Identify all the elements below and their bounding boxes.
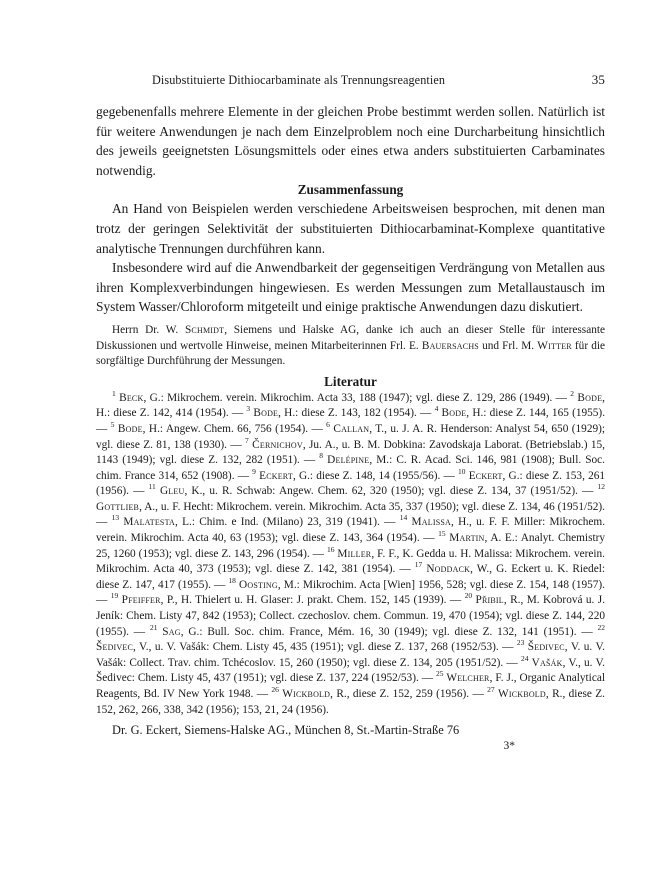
reference-author: Gottlieb: [96, 500, 140, 513]
reference-text: , W., G. Eckert u. K. Riedel: diese Z. 147, 417 (1955). —: [96, 563, 605, 591]
reference-text: , G.: diese Z. 153, 261 (1956). —: [96, 469, 606, 498]
reference-author: Callan: [333, 422, 370, 435]
reference-author: Welcher: [446, 672, 490, 685]
reference-author: Malatesta: [123, 516, 176, 529]
reference-number: 14: [399, 513, 408, 523]
reference-text: , F. J., Organic Analytical Reagents, Bd. IV New York 1948. —: [96, 672, 605, 700]
reference-number: 26: [271, 685, 279, 695]
reference-text: , G.: diese Z. 148, 14 (1955/56). —: [292, 469, 458, 482]
reference-number: 10: [458, 466, 466, 476]
reference-number: 27: [487, 685, 495, 695]
reference-text: , F. F., K. Gedda u. H. Malissa: Mikrochem. verein. Mikrochim. Acta 40, 373 (1953); vgl. diese Z. 142, 381 (1954). —: [96, 547, 605, 576]
reference-entry: [246, 404, 435, 420]
reference-author: Martin: [449, 532, 485, 545]
reference-author: Bode: [441, 407, 467, 420]
author-address: Dr. G. Eckert, Siemens-Halske AG., München 8, St.-Martin-Straße 76: [112, 723, 460, 738]
reference-number: 11: [148, 482, 156, 492]
reference-author: Malissa: [411, 516, 451, 529]
reference-entry: [110, 591, 465, 607]
reference-author: Bode: [577, 391, 603, 404]
ack-text-2: und Frl. M.: [478, 339, 535, 352]
reference-text: , M.: C. R. Acad. Sci. 146, 981 (1908); Bull. Soc. chim. France 314, 652 (1908). —: [96, 454, 606, 482]
reference-number: 6: [326, 420, 330, 430]
reference-author: Delépine: [327, 454, 370, 467]
reference-entry: [112, 388, 571, 404]
reference-text: , R., diese Z. 152, 262, 266, 338, 342 (1956); 153, 21, 24 (1956).: [96, 688, 605, 716]
reference-text: , V., u. V. Šedivec: Chem. Listy 45, 437 (1951); vgl. diese Z. 137, 224 (1952/53). —: [96, 656, 605, 685]
reference-text: , L.: Chim. e Ind. (Milano) 23, 319 (1941). —: [175, 516, 400, 529]
signature-mark: 3*: [503, 740, 515, 753]
ack-text-3: für die sorgfältige Durchführung der Messungen.: [96, 339, 606, 368]
reference-author: Eckert: [259, 469, 293, 482]
reference-text: , H.: diese Z. 144, 165 (1955). —: [96, 407, 606, 435]
reference-number: 18: [228, 576, 236, 586]
reference-text: , M.: Mikrochim. Acta [Wien] 1956, 528; vgl. diese Z. 154, 148 (1957). —: [96, 578, 605, 607]
reference-text: , V. u. V. Vašák: Collect. Trav. chim. Tchécoslov. 15, 260 (1950); vgl. diese Z. 134, 205 (1951/52). —: [96, 641, 605, 669]
reference-author: Pfeiffer: [121, 594, 161, 607]
reference-number: 3: [246, 404, 251, 414]
reference-text: , G.: Bull. Soc. chim. France, Mém. 16, 30 (1949); vgl. diese Z. 132, 141 (1951). —: [180, 625, 598, 638]
reference-number: 15: [438, 529, 446, 539]
reference-text: , R., diese Z. 152, 259 (1956). —: [330, 688, 488, 700]
summary-heading: Zusammenfassung: [297, 182, 404, 198]
reference-number: 13: [111, 513, 120, 523]
literature-heading: Literatur: [324, 373, 377, 389]
reference-number: 9: [252, 466, 256, 476]
reference-author: Gleu: [159, 485, 185, 498]
reference-entry: [252, 466, 458, 482]
reference-number: 20: [464, 591, 473, 601]
reference-number: 24: [520, 654, 529, 664]
acknowledgement: [96, 323, 605, 370]
reference-text: , Ju. A., u. B. M. Dobkina: Zavodskaja Laborat. (Betriebslab.) 15, 1143 (1949); vgl. diese Z. 132, 282 (1951). —: [96, 438, 605, 467]
reference-author: Wickbold: [498, 688, 546, 700]
ack-name-3: Witter: [537, 339, 572, 352]
ack-text-1: , Siemens und Halske AG, danke ich auch an dieser Stelle für interessante Diskussionen und wertvolle Hinweise, meinen Mitarbeiterinnen Frl. E.: [96, 323, 606, 352]
reference-author: Vašák: [531, 656, 563, 669]
reference-author: Oosting: [239, 578, 278, 591]
ack-lead: Herrn Dr. W.: [112, 323, 179, 336]
reference-number: 23: [516, 638, 525, 648]
reference-author: Šedivec: [96, 641, 134, 654]
reference-number: 12: [597, 482, 606, 492]
reference-number: 7: [245, 435, 249, 445]
reference-number: 21: [149, 622, 158, 632]
reference-author: Šedivec: [527, 641, 565, 654]
reference-number: 16: [326, 544, 335, 554]
reference-text: , R., M. Kobrová u. J. Jeník: Chem. Listy 47, 842 (1953); Collect. czechoslov. chem. Commun. 19, 470 (1954); vgl. diese Z. 144, 220 (1955). —: [96, 594, 606, 638]
reference-number: 17: [414, 560, 423, 570]
reference-text: , H.: diese Z. 143, 182 (1954). —: [278, 407, 435, 420]
reference-author: Bode: [253, 407, 279, 420]
reference-text: , H.: diese Z. 142, 414 (1954). —: [96, 391, 605, 420]
summary-paragraph-2: Insbesondere wird auf die Anwendbarkeit der gegenseitigen Verdrängung von Metallen aus ihren Komplexverbindungen hingewiesen. Es werden Messungen zum Metallaustausch im System Wasser/Chloroform mitgeteilt und einige praktische Anwendungen dazu diskutiert.: [96, 260, 605, 315]
reference-text: , G.: Mikrochem. verein. Mikrochim. Acta 33, 188 (1947); vgl. diese Z. 129, 286 (1949). —: [143, 391, 571, 404]
intro-paragraph: gegebenenfalls mehrere Elemente in der gleichen Probe bestimmt werden sollen. Natürlich ist für weitere Anwendungen je nach dem Einzelproblem noch eine Durcharbeitung hinsichtlich des jeweils geeignetsten Lösungsmittels oder eines etwa anders substituierten Carbaminates notwendig.: [96, 104, 605, 178]
running-header: [96, 72, 605, 88]
ack-name-1: Schmidt: [184, 323, 225, 336]
reference-number: 1: [112, 388, 116, 398]
reference-text: , V., u. V. Vašák: Chem. Listy 45, 435 (1951); vgl. diese Z. 137, 268 (1952/53). —: [133, 641, 517, 654]
reference-author: Eckert: [468, 469, 503, 482]
reference-number: 8: [319, 451, 324, 461]
reference-text: , T., u. J. A. R. Henderson: Analyst 54, 650 (1929); vgl. diese Z. 81, 138 (1930). —: [96, 422, 606, 451]
reference-author: Přibil: [475, 594, 504, 607]
running-title: Disubstituierte Dithiocarbaminate als Trennungsreagentien: [152, 73, 446, 87]
reference-number: 4: [434, 404, 439, 414]
reference-author: Sag: [162, 625, 181, 638]
reference-number: 2: [570, 388, 575, 398]
reference-number: 5: [110, 420, 115, 430]
reference-text: , K., u. R. Schwab: Angew. Chem. 62, 320 (1950); vgl. diese Z. 134, 37 (1951/52). —: [184, 485, 598, 498]
reference-entry: [110, 420, 327, 435]
reference-text: , P., H. Thielert u. H. Glaser: J. prakt. Chem. 152, 145 (1939). —: [160, 594, 465, 607]
reference-author: Černichov: [252, 438, 303, 451]
reference-number: 25: [435, 669, 444, 679]
reference-author: Bode: [117, 422, 143, 435]
reference-list: [96, 388, 606, 718]
reference-entry: [149, 622, 598, 638]
reference-number: 19: [110, 591, 119, 601]
reference-author: Beck: [119, 391, 144, 404]
reference-text: , H.: Angew. Chem. 66, 756 (1954). —: [142, 422, 327, 435]
summary-paragraph-1: An Hand von Beispielen werden verschiedene Arbeitsweisen besprochen, mit denen man trotz der geringen Selektivität der substituierten Dithiocarbaminat-Komplexe quantitative analytische Trennungen durchführen kann.: [96, 201, 605, 256]
ack-name-2: Bauersachs: [421, 339, 479, 352]
reference-author: Noddack: [426, 563, 471, 576]
reference-entry: [111, 513, 400, 529]
reference-entry: [271, 685, 488, 700]
reference-number: 22: [597, 622, 606, 632]
reference-entry: [148, 482, 598, 498]
reference-text: , A. E.: Analyt. Chemistry 25, 1260 (1953); vgl. diese Z. 143, 296 (1954). —: [96, 532, 606, 560]
reference-author: Miller: [337, 547, 372, 560]
reference-author: Wickbold: [282, 688, 331, 700]
page-number: 35: [591, 72, 605, 87]
reference-text: , A., u. F. Hecht: Mikrochem. verein. Mikrochim. Acta 35, 337 (1950); vgl. diese Z. 134, 46 (1951/52). —: [96, 500, 605, 529]
reference-text: , H., u. F. F. Miller: Mikrochem. verein. Mikrochim. Acta 40, 63 (1953); vgl. diese Z. 143, 364 (1954). —: [96, 516, 606, 545]
